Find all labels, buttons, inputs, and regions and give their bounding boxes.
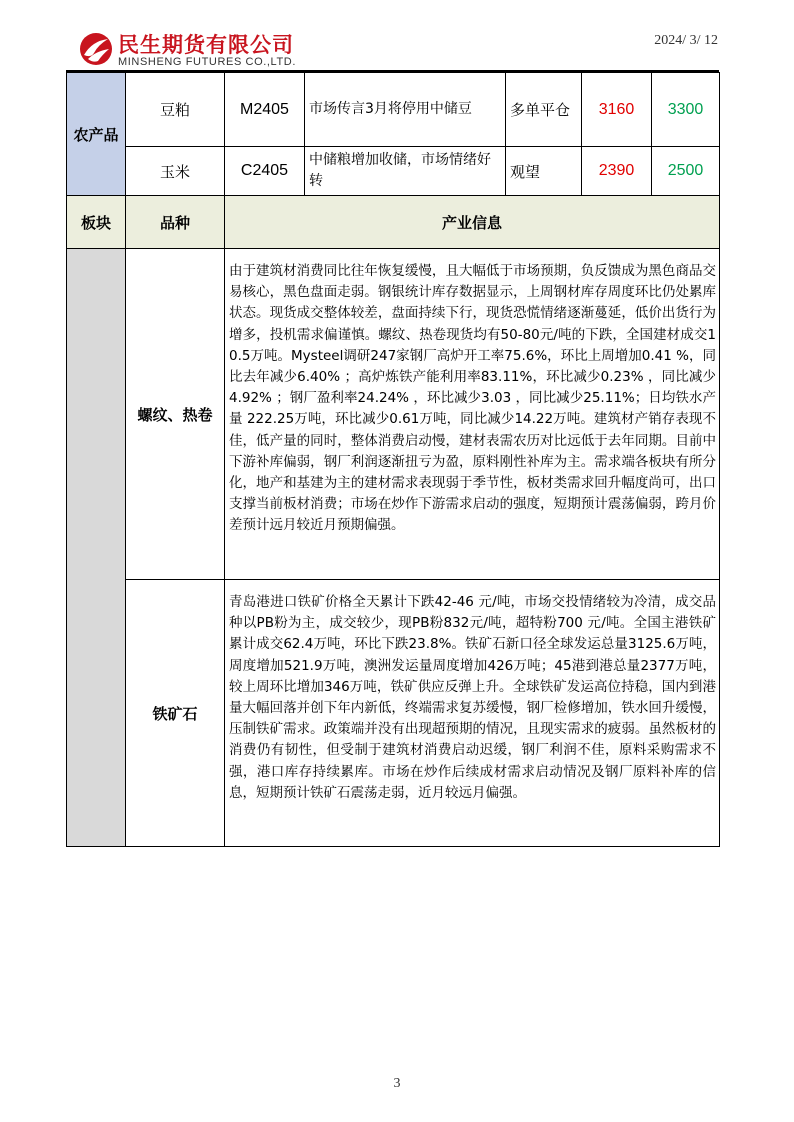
variety-name: 铁矿石 [126, 580, 225, 847]
company-logo [78, 27, 318, 71]
variety-name: 豆粕 [126, 73, 225, 147]
contract-code: C2405 [225, 147, 305, 196]
strategy: 多单平仓 [506, 73, 582, 147]
minsheng-logo-icon [78, 31, 114, 67]
header-variety: 品种 [126, 196, 225, 249]
industry-text: 青岛港进口铁矿价格全天累计下跌42-46 元/吨，市场交投情绪较为冷清，成交品种以PB粉为主，成交较少，现PB粉832元/吨，超特粉700 元/吨。全国主港铁矿累计成交62.4万吨，环比下跌23.8%。铁矿石新口径全球发运总量3125.6万吨，周度增加521.9万吨，澳洲发运量周度增加426万吨；45港到港总量2377万吨，较上周环比增加346万吨，铁矿供应反弹上升。全球铁矿发运高位持稳，国内到港量大幅回落并创下年内新低，终端需求复苏缓慢，钢厂检修增加，铁水回升缓慢，压制铁矿需求。政策端并没有出现超预期的情况，且现实需求的疲弱。虽然板材的消费仍有韧性，但受制于建筑材消费启动迟缓，钢厂利润不佳，原料采购需求不强，港口库存持续累库。市场在炒作后续成材需求启动情况及钢厂原料补库的信息，短期预计铁矿石震荡走弱，近月较远月偏强。 [225, 580, 720, 847]
industry-header-row [67, 196, 720, 249]
contract-code: M2405 [225, 73, 305, 147]
header-industry-info: 产业信息 [225, 196, 720, 249]
report-date: 2024/ 3/ 12 [654, 33, 718, 48]
target-price: 2500 [652, 147, 720, 196]
company-name-en: MINSHENG FUTURES CO.,LTD. [118, 56, 296, 68]
stop-price: 2390 [582, 147, 652, 196]
category-cell: 农产品 [67, 73, 126, 196]
industry-row [67, 580, 720, 847]
strategy-row [67, 147, 720, 196]
industry-row [67, 249, 720, 580]
page-number: 3 [393, 1076, 401, 1091]
header-sector: 板块 [67, 196, 126, 249]
strategy-row [67, 73, 720, 147]
variety-name: 玉米 [126, 147, 225, 196]
target-price: 3300 [652, 73, 720, 147]
report-table [66, 72, 720, 847]
sector-cell [67, 249, 126, 847]
stop-price: 3160 [582, 73, 652, 147]
strategy: 观望 [506, 147, 582, 196]
industry-text: 由于建筑材消费同比往年恢复缓慢，且大幅低于市场预期，负反馈成为黑色商品交易核心，黑色盘面走弱。钢银统计库存数据显示，上周钢材库存周度环比仍处累库状态。现货成交整体较差，盘面持续下行，现货恐慌情绪逐渐蔓延，低价出货行为增多，投机需求偏谨慎。螺纹、热卷现货均有50-80元/吨的下跌，全国建材成交10.5万吨。Mysteel调研247家钢厂高炉开工率75.6%，环比上周增加0.41 %，同比去年减少6.40% ；高炉炼铁产能利用率83.11%，环比减少0.23% ，同比减少4.92% ；钢厂盈利率24.24% ，环比减少3.03 ，同比减少25.11%；日均铁水产量 222.25万吨，环比减少0.61万吨，同比减少14.22万吨。建筑材产销存表现不佳，低产量的同时，整体消费启动慢，建材表需农历对比远低于去年同期。目前中下游补库偏弱，钢厂利润逐渐扭亏为盈，原料刚性补库为主。需求端各板块有所分化，地产和基建为主的建材需求表现弱于季节性，板材类需求回升幅度尚可，出口支撑当前板材消费；市场在炒作下游需求启动的强度，短期预计震荡偏弱，跨月价差预计远月较近月预期偏强。 [225, 249, 720, 580]
variety-name: 螺纹、热卷 [126, 249, 225, 580]
company-name-cn: 民生期货有限公司 [118, 33, 294, 57]
market-info: 中储粮增加收储，市场情绪好转 [305, 147, 506, 196]
market-info: 市场传言3月将停用中储豆 [305, 73, 506, 147]
